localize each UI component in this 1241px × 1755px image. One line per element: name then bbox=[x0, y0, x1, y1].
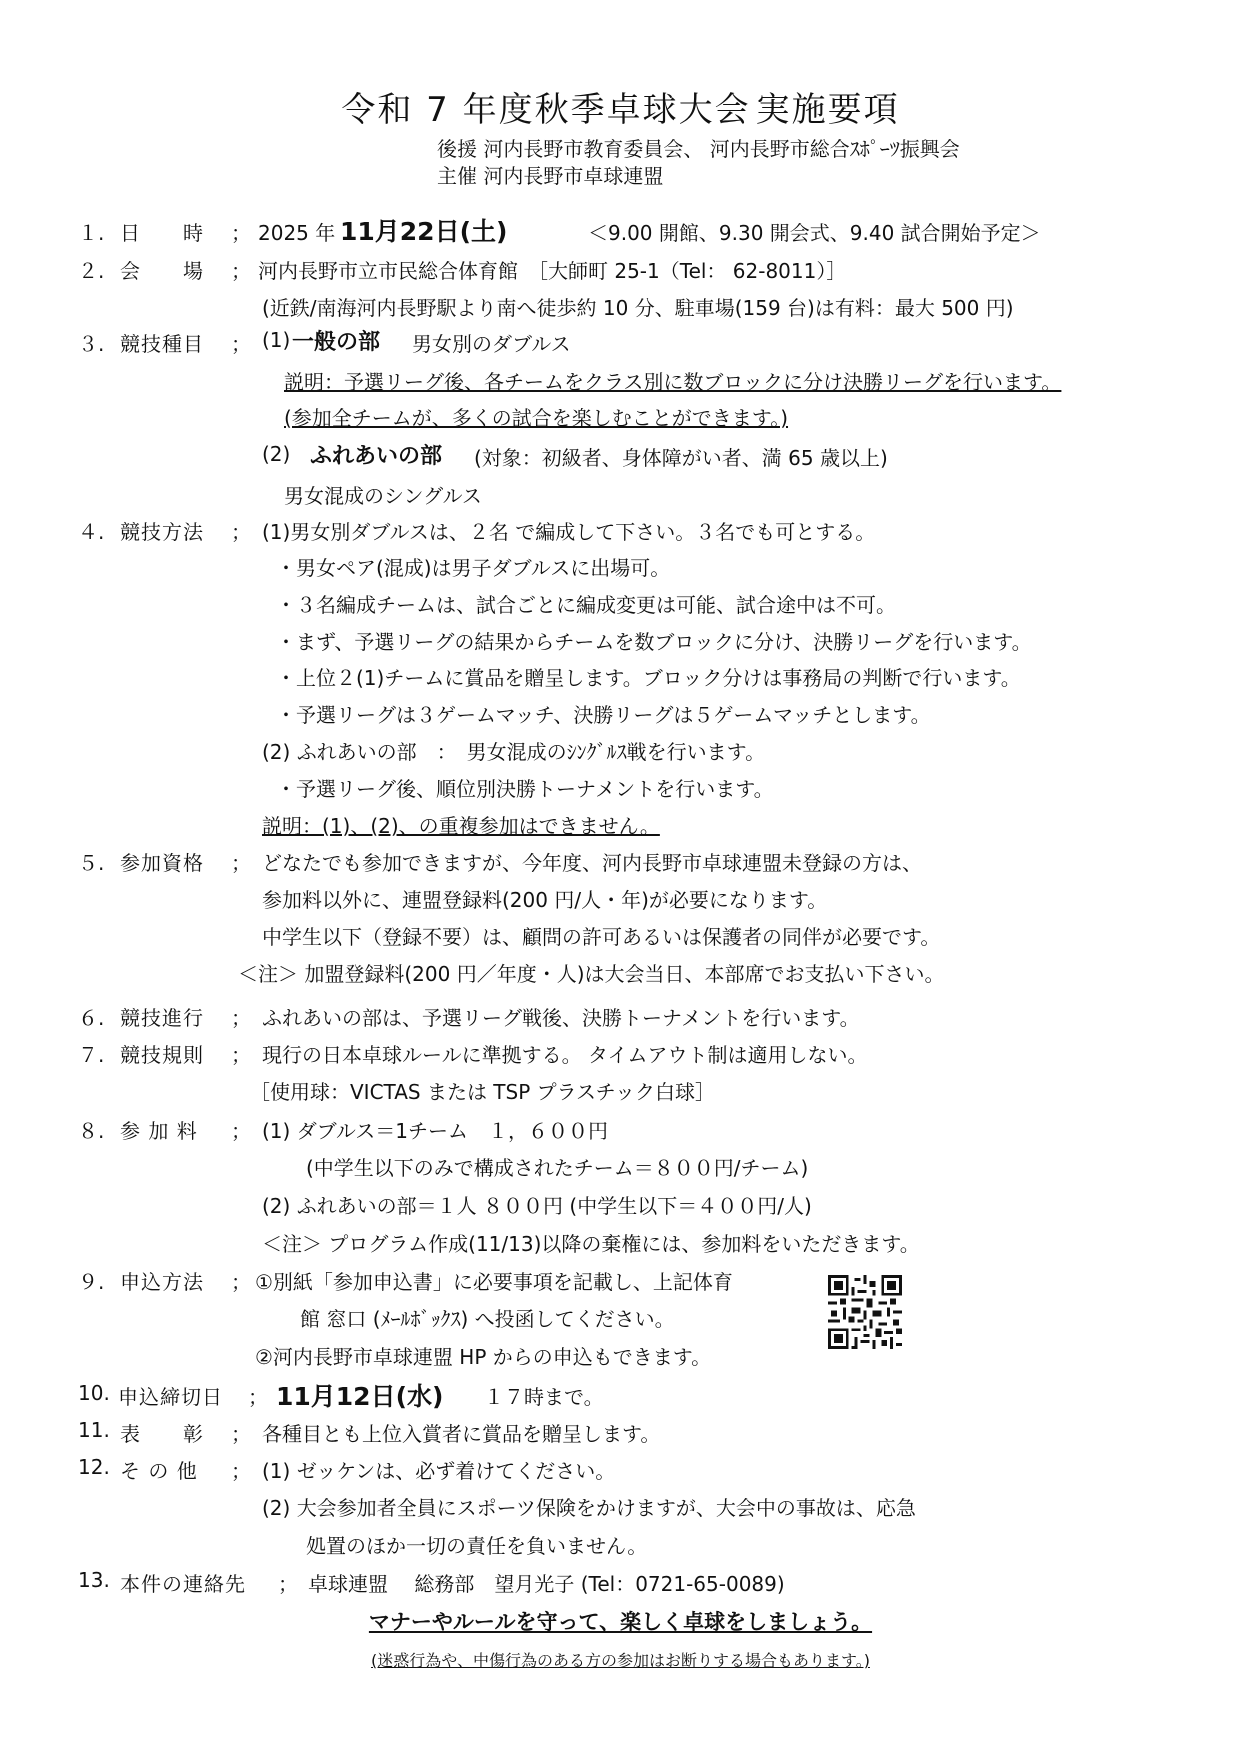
part2-target: (対象：初級者、身体障がい者、満 65 歳以上) bbox=[474, 446, 888, 470]
section-number: 12. bbox=[78, 1455, 110, 1479]
section-label: 競技規則 bbox=[120, 1043, 204, 1067]
closing-message: マナーやルールを守って、楽しく卓球をしましょう。 bbox=[368, 1610, 873, 1634]
separator: ； bbox=[248, 1385, 268, 1409]
section-number: 10. bbox=[78, 1381, 110, 1405]
host-line: 主催 河内長野市卓球連盟 bbox=[437, 164, 664, 188]
separator: ； bbox=[231, 851, 251, 875]
fee-line-1: (1) ダブルス＝1チーム １，６００円 bbox=[262, 1119, 609, 1143]
section-number: ４. bbox=[78, 520, 105, 544]
eligibility-line-1: どなたでも参加できますが、今年度、河内長野市卓球連盟未登録の方は、 bbox=[262, 851, 922, 875]
part1-number: (1) bbox=[262, 328, 291, 352]
section-number: ６. bbox=[78, 1006, 105, 1030]
section-label: 競技種目 bbox=[120, 332, 204, 356]
separator: ； bbox=[231, 259, 251, 283]
apply-line-1: ①別紙「参加申込書」に必要事項を記載し、上記体育 bbox=[255, 1270, 733, 1294]
method-line-4: ・まず、予選リーグの結果からチームを数ブロックに分け、決勝リーグを行います。 bbox=[276, 630, 1032, 654]
awards-line-1: 各種目とも上位入賞者に賞品を贈呈します。 bbox=[262, 1422, 661, 1446]
separator: ； bbox=[231, 332, 251, 356]
section-number: １. bbox=[78, 221, 105, 245]
deadline-time: １７時まで。 bbox=[484, 1385, 604, 1409]
separator: ； bbox=[231, 1422, 251, 1446]
rules-line-1: 現行の日本卓球ルールに準拠する。 タイムアウト制は適用しない。 bbox=[262, 1043, 868, 1067]
eligibility-line-2: 参加料以外に、連盟登録料(200 円/人・年)が必要になります。 bbox=[262, 888, 828, 912]
section-label: 申込方法 bbox=[120, 1270, 204, 1294]
fee-line-3: (2) ふれあいの部＝１人 ８００円 (中学生以下＝４００円/人) bbox=[262, 1194, 812, 1218]
separator: ； bbox=[231, 1119, 251, 1143]
other-line-2: (2) 大会参加者全員にスポーツ保険をかけますが、大会中の事故は、応急 bbox=[262, 1496, 916, 1520]
apply-line-2: 館 窓口 (ﾒｰﾙﾎﾞｯｸｽ) へ投函してください。 bbox=[300, 1307, 675, 1331]
part1-title: 一般の部 bbox=[292, 330, 381, 355]
section-label: 表 彰 bbox=[120, 1422, 204, 1446]
section-number: ７. bbox=[78, 1043, 105, 1067]
separator: ； bbox=[231, 221, 251, 245]
part2-title: ふれあいの部 bbox=[310, 444, 443, 469]
support-line: 後援 河内長野市教育委員会、 河内長野市総合ｽﾎﾟｰﾂ振興会 bbox=[437, 137, 960, 161]
section-label: そ の 他 bbox=[120, 1459, 198, 1483]
separator: ； bbox=[278, 1572, 298, 1596]
apply-line-3: ②河内長野市卓球連盟 HP からの申込もできます。 bbox=[255, 1345, 712, 1369]
eligibility-line-3: 中学生以下（登録不要）は、顧問の許可あるいは保護者の同伴が必要です。 bbox=[262, 925, 941, 949]
section-number: 11. bbox=[78, 1418, 110, 1442]
section-label: 参加資格 bbox=[120, 851, 204, 875]
contact-line-1: 卓球連盟 総務部 望月光子 (Tel：0721-65-0089) bbox=[308, 1572, 785, 1596]
section-label: 会 場 bbox=[120, 259, 204, 283]
section-label: 申込締切日 bbox=[118, 1385, 223, 1409]
section-number: ８. bbox=[78, 1119, 105, 1143]
title-suffix: 実施要項 bbox=[755, 90, 900, 130]
deadline-date: 11月12日(水) bbox=[276, 1382, 444, 1411]
section-label: 参 加 料 bbox=[120, 1119, 198, 1143]
method-line-1: (1)男女別ダブルスは、２名 で編成して下さい。３名でも可とする。 bbox=[262, 520, 876, 544]
section-label: 競技方法 bbox=[120, 520, 204, 544]
method-line-5: ・上位２(1)チームに賞品を贈呈します。ブロック分けは事務局の判断で行います。 bbox=[276, 666, 1021, 690]
separator: ； bbox=[231, 1006, 251, 1030]
event-date: 11月22日(土) bbox=[340, 217, 508, 246]
rules-line-2: ［使用球：VICTAS または TSP プラスチック白球］ bbox=[250, 1080, 716, 1104]
closing-note: (迷惑行為や、中傷行為のある方の参加はお断りする場合もあります。) bbox=[371, 1651, 870, 1670]
part1-note2: (参加全チームが、多くの試合を楽しむことができます。) bbox=[284, 406, 789, 430]
separator: ； bbox=[231, 1270, 251, 1294]
separator: ； bbox=[231, 520, 251, 544]
fee-line-4: ＜注＞ プログラム作成(11/13)以降の棄権には、参加料をいただきます。 bbox=[262, 1232, 920, 1256]
section-number: ９. bbox=[78, 1270, 105, 1294]
method-line-9: 説明：(1)、(2)、の重複参加はできません。 bbox=[262, 814, 660, 838]
section-number: ２. bbox=[78, 259, 105, 283]
title-emphasis: 秋季卓球大会 bbox=[534, 90, 751, 130]
event-year: 2025 年 bbox=[258, 221, 336, 245]
venue-name: 河内長野市立市民総合体育館 ［大師町 25-1（Tel： 62-8011）］ bbox=[258, 259, 847, 283]
section-label: 本件の連絡先 bbox=[120, 1572, 246, 1596]
method-line-8: ・予選リーグ後、順位別決勝トーナメントを行います。 bbox=[276, 777, 774, 801]
eligibility-line-4: ＜注＞ 加盟登録料(200 円／年度・人)は大会当日、本部席でお支払い下さい。 bbox=[238, 962, 945, 986]
section-number: ５. bbox=[78, 851, 105, 875]
other-line-3: 処置のほか一切の責任を負いません。 bbox=[306, 1534, 648, 1558]
part2-number: (2) bbox=[262, 442, 291, 466]
other-line-1: (1) ゼッケンは、必ず着けてください。 bbox=[262, 1459, 616, 1483]
part2-desc: 男女混成のシングルス bbox=[284, 484, 482, 508]
separator: ； bbox=[231, 1043, 251, 1067]
section-label: 競技進行 bbox=[120, 1006, 204, 1030]
section-label: 日 時 bbox=[120, 221, 204, 245]
title-prefix: 令和 7 年度 bbox=[341, 90, 535, 130]
document-title bbox=[0, 82, 1241, 131]
section-number: ３. bbox=[78, 332, 105, 356]
fee-line-2: (中学生以下のみで構成されたチーム＝８００円/チーム) bbox=[306, 1156, 809, 1180]
venue-access: (近鉄/南海河内長野駅より南へ徒歩約 10 分、駐車場(159 台)は有料：最大 500 円) bbox=[262, 296, 1014, 320]
event-schedule: ＜9.00 開館、9.30 開会式、9.40 試合開始予定＞ bbox=[588, 221, 1041, 245]
part1-note1: 説明：予選リーグ後、各チームをクラス別に数ブロックに分け決勝リーグを行います。 bbox=[284, 370, 1062, 394]
progress-line-1: ふれあいの部は、予選リーグ戦後、決勝トーナメントを行います。 bbox=[262, 1006, 860, 1030]
separator: ； bbox=[231, 1459, 251, 1483]
sponsors bbox=[437, 136, 960, 190]
method-line-6: ・予選リーグは３ゲームマッチ、決勝リーグは５ゲームマッチとします。 bbox=[276, 703, 931, 727]
qr-code-icon[interactable] bbox=[828, 1275, 902, 1349]
method-line-2: ・男女ペア(混成)は男子ダブルスに出場可。 bbox=[276, 556, 671, 580]
section-number: 13. bbox=[78, 1568, 110, 1592]
method-line-3: ・３名編成チームは、試合ごとに編成変更は可能、試合途中は不可。 bbox=[276, 593, 896, 617]
method-line-7: (2) ふれあいの部 ： 男女混成のｼﾝｸﾞﾙｽ戦を行います。 bbox=[262, 740, 766, 764]
part1-desc: 男女別のダブルス bbox=[412, 332, 571, 356]
